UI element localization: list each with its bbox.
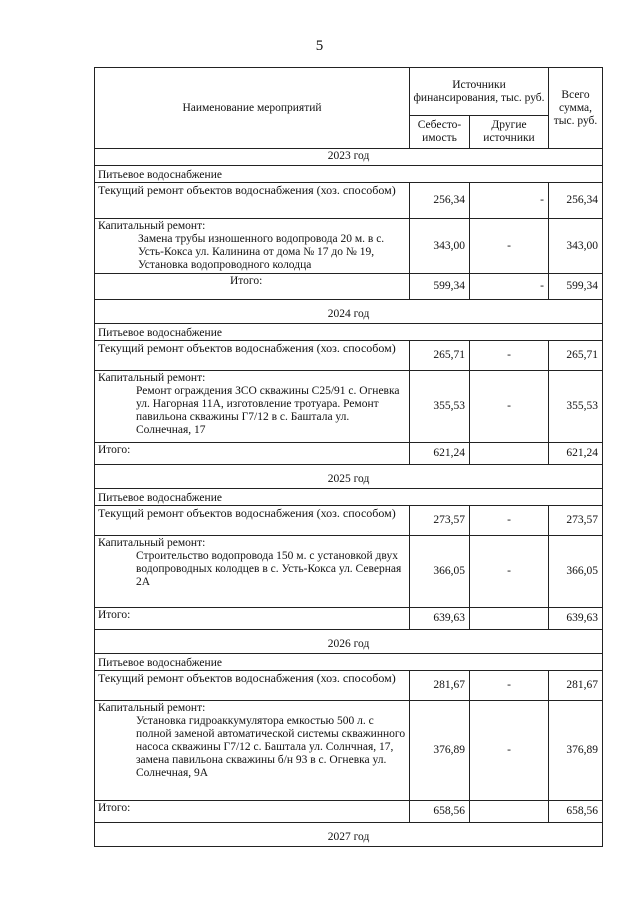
capital-repair-cell [95, 536, 410, 608]
current-repair-label: Текущий ремонт объектов водоснабжения (хоз. способом) [95, 341, 410, 371]
total-value: 273,57 [549, 506, 603, 536]
year-block-2026 [95, 630, 603, 823]
other-value: - [470, 671, 549, 701]
col-header-other: Другие источники [470, 116, 549, 149]
capital-repair-desc: Ремонт ограждения ЗСО скважины С25/91 с. Огневка ул. Нагорная 11А, изготовление тротуара. Ремонт павильона скважины Г7/12 в с. Баштала ул. Солнечная, 17 [136, 385, 400, 436]
total-label: Итого: [95, 274, 410, 300]
total-value: 658,56 [549, 801, 603, 823]
total-value: 639,63 [549, 608, 603, 630]
total-value: 281,67 [549, 671, 603, 701]
total-value: 343,00 [549, 219, 603, 274]
cost-value: 343,00 [410, 219, 470, 274]
total-value: 366,05 [549, 536, 603, 608]
other-value: - [470, 219, 549, 274]
total-value: 256,34 [549, 183, 603, 219]
current-repair-label: Текущий ремонт объектов водоснабжения (хоз. способом) [95, 506, 410, 536]
year-heading: 2026 год [95, 630, 603, 654]
year-block-2024 [95, 300, 603, 465]
year-heading: 2027 год [95, 823, 603, 847]
section-title: Питьевое водоснабжение [95, 489, 603, 506]
total-value: 599,34 [549, 274, 603, 300]
capital-repair-title: Капитальный ремонт: [98, 702, 206, 714]
other-value [470, 608, 549, 630]
other-value [470, 801, 549, 823]
total-value: 376,89 [549, 701, 603, 801]
capital-repair-cell [95, 371, 410, 443]
current-repair-label: Текущий ремонт объектов водоснабжения (хоз. способом) [95, 671, 410, 701]
year-heading: 2023 год [95, 149, 603, 166]
other-value: - [470, 701, 549, 801]
other-value: - [470, 341, 549, 371]
total-value: 355,53 [549, 371, 603, 443]
total-label: Итого: [95, 608, 410, 630]
section-title: Питьевое водоснабжение [95, 324, 603, 341]
total-value: 621,24 [549, 443, 603, 465]
total-label: Итого: [95, 443, 410, 465]
capital-repair-desc: Установка гидроаккумулятора емкостью 500 л. с полной заменой автоматической системы скважинного насоса скважины Г7/12 с. Баштала ул. Солнчная, 17, замена павильона скважины б/н 93 в с. Огневка ул. Солнечная, 9А [136, 715, 406, 779]
year-heading: 2024 год [95, 300, 603, 324]
year-heading: 2025 год [95, 465, 603, 489]
capital-repair-title: Капитальный ремонт: [98, 220, 206, 232]
year-block-2025 [95, 465, 603, 630]
other-value: - [470, 274, 549, 300]
total-value: 265,71 [549, 341, 603, 371]
other-value: - [470, 183, 549, 219]
funding-table [94, 67, 603, 847]
col-header-sources: Источники финансирования, тыс. руб. [410, 68, 549, 116]
cost-value: 658,56 [410, 801, 470, 823]
other-value: - [470, 536, 549, 608]
section-title: Питьевое водоснабжение [95, 654, 603, 671]
col-header-total: Всего сумма, тыс. руб. [549, 68, 603, 149]
capital-repair-desc: Замена трубы изношенного водопровода 20 м. в с. Усть-Кокса ул. Калинина от дома № 17 до № 19, Установка водопроводного колодца [138, 233, 385, 271]
other-value: - [470, 506, 549, 536]
capital-repair-desc: Строительство водопровода 150 м. с установкой двух водопроводных колодцев в с. Усть-Кокса ул. Северная 2А [136, 550, 402, 588]
total-label: Итого: [95, 801, 410, 823]
cost-value: 256,34 [410, 183, 470, 219]
cost-value: 639,63 [410, 608, 470, 630]
capital-repair-cell [95, 219, 410, 274]
cost-value: 281,67 [410, 671, 470, 701]
other-value: - [470, 371, 549, 443]
cost-value: 355,53 [410, 371, 470, 443]
cost-value: 599,34 [410, 274, 470, 300]
year-block-2027 [95, 823, 603, 847]
col-header-name: Наименование мероприятий [95, 68, 410, 149]
page-number: 5 [315, 38, 324, 54]
current-repair-label: Текущий ремонт объектов водоснабжения (хоз. способом) [95, 183, 410, 219]
cost-value: 621,24 [410, 443, 470, 465]
cost-value: 366,05 [410, 536, 470, 608]
other-value [470, 443, 549, 465]
capital-repair-cell [95, 701, 410, 801]
cost-value: 265,71 [410, 341, 470, 371]
cost-value: 273,57 [410, 506, 470, 536]
year-block-2023 [95, 149, 603, 300]
cost-value: 376,89 [410, 701, 470, 801]
col-header-cost: Себесто-имость [410, 116, 470, 149]
capital-repair-title: Капитальный ремонт: [98, 537, 206, 549]
capital-repair-title: Капитальный ремонт: [98, 372, 206, 384]
section-title: Питьевое водоснабжение [95, 166, 603, 183]
